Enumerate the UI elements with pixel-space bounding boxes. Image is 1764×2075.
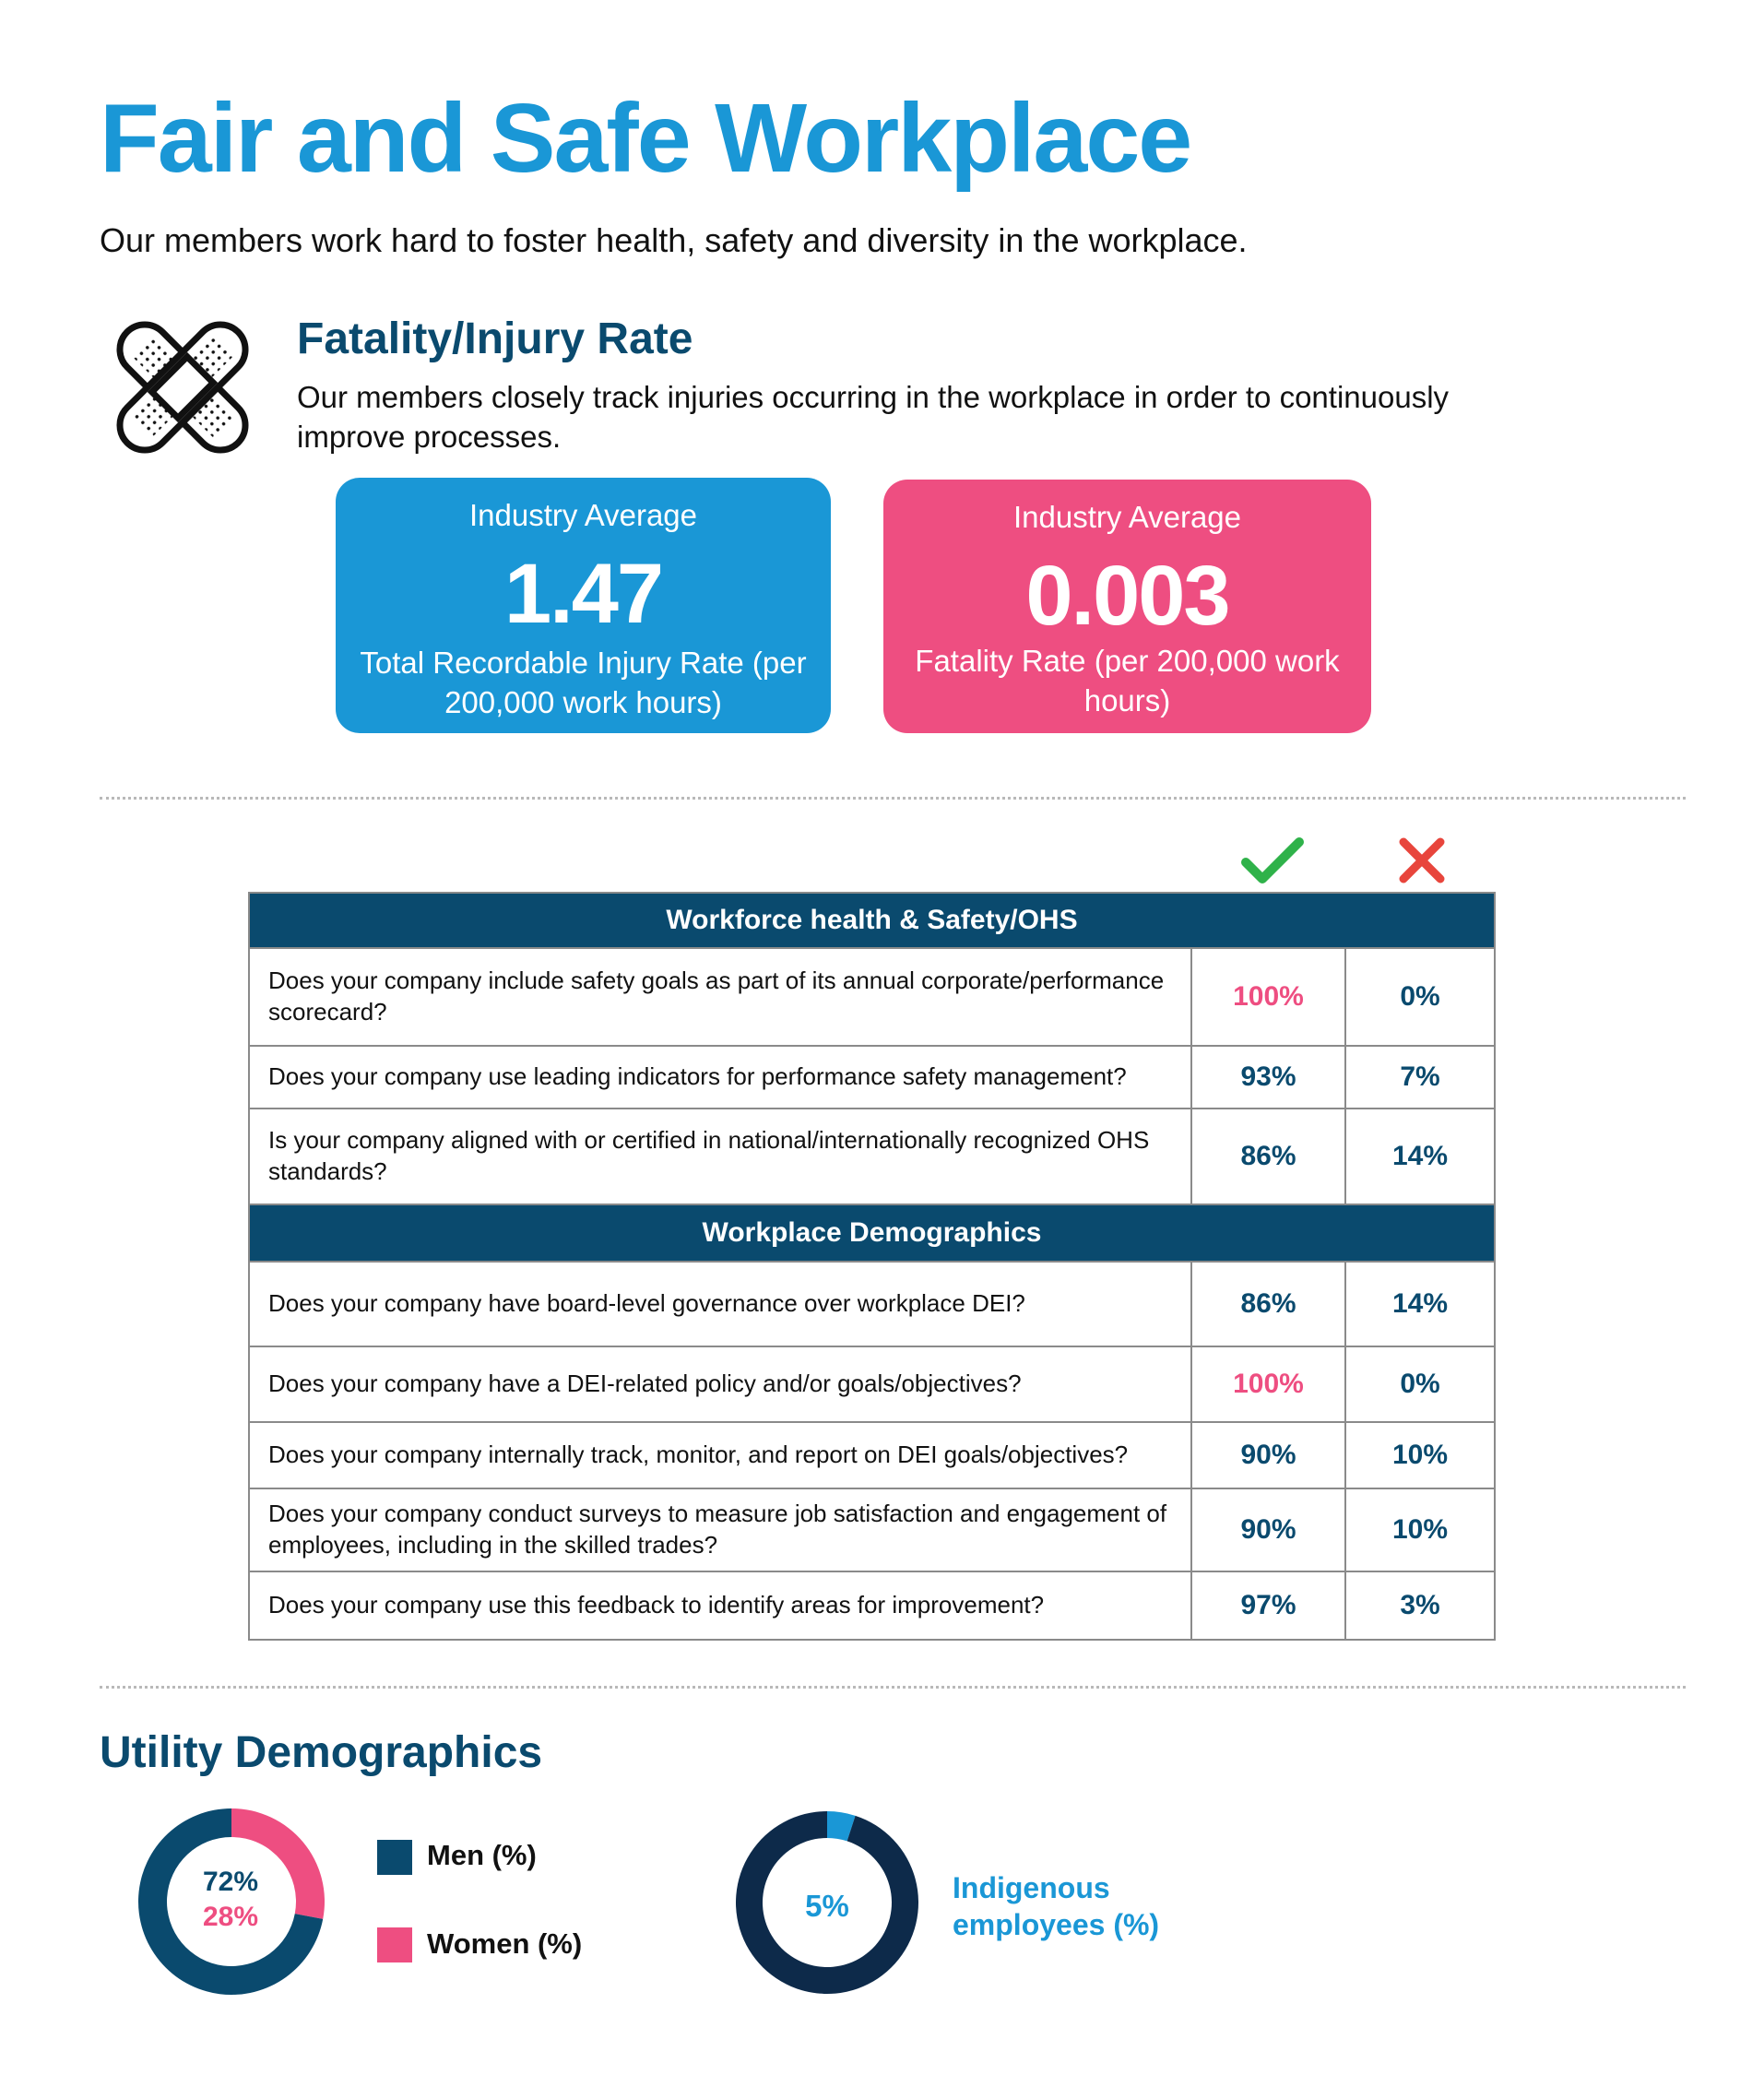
men-percent-label: 72% <box>202 1867 259 1897</box>
question-cell: Does your company conduct surveys to measure job satisfaction and engagement of employees, including in the skilled trades? <box>250 1489 1192 1571</box>
yes-percent-cell: 86% <box>1192 1109 1346 1204</box>
card-description: Fatality Rate (per 200,000 work hours) <box>915 644 1340 717</box>
table-row <box>248 1047 1496 1109</box>
yes-percent-cell: 90% <box>1192 1423 1346 1488</box>
legend-label-men: Men (%) <box>427 1839 537 1871</box>
fatality-injury-description: Our members closely track injuries occurring in the workplace in order to continuously improve processes. <box>297 380 1450 454</box>
table-row <box>248 1423 1496 1489</box>
check-icon <box>1240 835 1305 890</box>
card-label: Industry Average <box>1012 500 1242 534</box>
question-cell: Does your company internally track, monitor, and report on DEI goals/objectives? <box>250 1423 1192 1488</box>
table-row <box>248 1489 1496 1572</box>
yes-percent-cell: 86% <box>1192 1263 1346 1346</box>
table-row <box>248 1347 1496 1423</box>
card-description: Total Recordable Injury Rate (per 200,000 work hours) <box>360 646 807 719</box>
no-percent-cell: 14% <box>1391 1141 1449 1171</box>
women-percent-label: 28% <box>202 1902 259 1932</box>
yes-percent-cell: 100% <box>1192 1347 1346 1421</box>
page-title: Fair and Safe Workplace <box>100 84 1191 193</box>
table-row <box>248 1572 1496 1641</box>
legend-swatch-women <box>377 1927 412 1962</box>
indigenous-percent-label: 5% <box>805 1889 849 1923</box>
yes-percent-cell: 93% <box>1192 1047 1346 1108</box>
card-value: 1.47 <box>503 547 663 641</box>
survey-table <box>248 892 1496 1641</box>
yes-percent-cell: 90% <box>1192 1489 1346 1571</box>
question-cell: Is your company aligned with or certified in national/internationally recognized OHS standards? <box>250 1109 1192 1204</box>
no-percent-cell: 0% <box>1400 981 1440 1012</box>
question-cell: Does your company have a DEI-related policy and/or goals/objectives? <box>250 1347 1192 1421</box>
question-cell: Does your company include safety goals as part of its annual corporate/performance scorecard? <box>250 949 1192 1045</box>
question-cell: Does your company use leading indicators for performance safety management? <box>250 1047 1192 1108</box>
table-row <box>248 949 1496 1047</box>
fatality-rate-card <box>883 480 1371 733</box>
question-cell: Does your company have board-level governance over workplace DEI? <box>250 1263 1192 1346</box>
section-divider <box>100 797 1686 800</box>
card-value: 0.003 <box>1025 549 1229 643</box>
card-label: Industry Average <box>468 498 698 532</box>
no-percent-cell: 14% <box>1391 1288 1449 1319</box>
legend-label-women: Women (%) <box>427 1927 583 1960</box>
table-section-header: Workforce health & Safety/OHS <box>248 892 1496 949</box>
question-cell: Does your company use this feedback to identify areas for improvement? <box>250 1572 1192 1639</box>
utility-demographics-heading: Utility Demographics <box>100 1728 543 1777</box>
injury-rate-card <box>336 478 831 733</box>
indigenous-legend-label: Indigenous employees (%) <box>953 1871 1160 1941</box>
yes-percent-cell: 97% <box>1192 1572 1346 1639</box>
cross-icon <box>1396 835 1448 886</box>
no-percent-cell: 10% <box>1391 1514 1449 1545</box>
no-percent-cell: 0% <box>1400 1369 1440 1399</box>
no-percent-cell: 3% <box>1400 1590 1440 1620</box>
table-row <box>248 1109 1496 1205</box>
table-section-header: Workplace Demographics <box>248 1205 1496 1263</box>
bandage-icon <box>109 314 256 461</box>
fatality-injury-heading: Fatality/Injury Rate <box>297 314 693 363</box>
page-subtitle: Our members work hard to foster health, safety and diversity in the workplace. <box>100 221 1248 259</box>
table-row <box>248 1263 1496 1347</box>
legend-swatch-men <box>377 1840 412 1875</box>
yes-percent-cell: 100% <box>1192 949 1346 1045</box>
no-percent-cell: 7% <box>1400 1061 1440 1092</box>
section-divider <box>100 1686 1686 1689</box>
no-percent-cell: 10% <box>1391 1440 1449 1470</box>
